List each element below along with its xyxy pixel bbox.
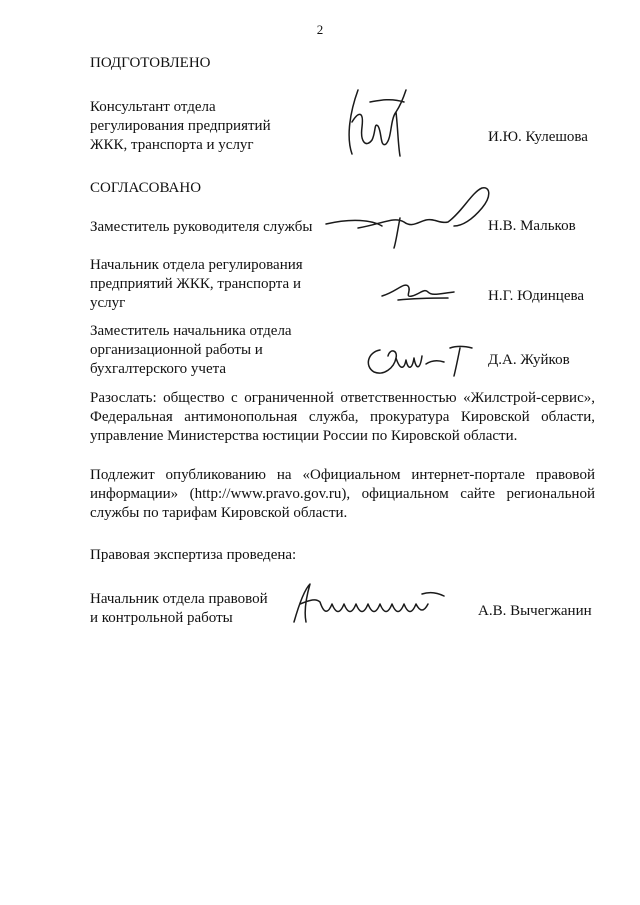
legal-review-name: А.В. Вычегжанин (478, 603, 592, 619)
position-line: регулирования предприятий (90, 118, 271, 134)
signature-malkov (322, 182, 497, 252)
agreed-heading: СОГЛАСОВАНО (90, 180, 202, 196)
position-line: Начальник отдела регулирования (90, 257, 303, 273)
prepared-heading: ПОДГОТОВЛЕНО (90, 55, 211, 71)
position-line: бухгалтерского учета (90, 361, 227, 377)
signer-position (90, 322, 292, 379)
signer-name: Д.А. Жуйков (488, 352, 570, 368)
position-line: Заместитель руководителя службы (90, 219, 313, 235)
page-number: 2 (316, 22, 324, 37)
position-line: организационной работы и (90, 342, 263, 358)
signer-position (90, 218, 312, 237)
signature-zhuykov (360, 340, 475, 380)
signature-yudintseva (378, 276, 458, 306)
distribution-list: Разослать: общество с ограниченной ответственностью «Жилстрой-сервис», Федеральная антимонопольная служба, прокуратура Кировской области, управление Министерства юстиции России по Кировской области. (90, 390, 595, 444)
position-line: ЖКК, транспорта и услуг (90, 137, 254, 153)
position-line: и контрольной работы (90, 610, 233, 626)
position-line: предприятий ЖКК, транспорта и (90, 276, 301, 292)
signer-position (90, 256, 303, 313)
signer-name: Н.В. Мальков (488, 218, 576, 234)
position-line: Заместитель начальника отдела (90, 323, 292, 339)
publication-note: Подлежит опубликованию на «Официальном интернет-портале правовой информации» (http://www.pravo.gov.ru), официальном сайте региональной службы по тарифам Кировской области. (90, 467, 595, 521)
position-line: услуг (90, 295, 126, 311)
signer-name: Н.Г. Юдинцева (488, 288, 585, 304)
position-line: Консультант отдела (90, 99, 216, 115)
prepared-position (90, 98, 271, 155)
prepared-name: И.Ю. Кулешова (488, 129, 588, 145)
signature-kuleshova (340, 82, 420, 162)
legal-review-statement: Правовая экспертиза проведена: (90, 547, 297, 563)
legal-review-position (90, 590, 268, 628)
signature-vychegzhanin (280, 578, 460, 628)
position-line: Начальник отдела правовой (90, 591, 268, 607)
